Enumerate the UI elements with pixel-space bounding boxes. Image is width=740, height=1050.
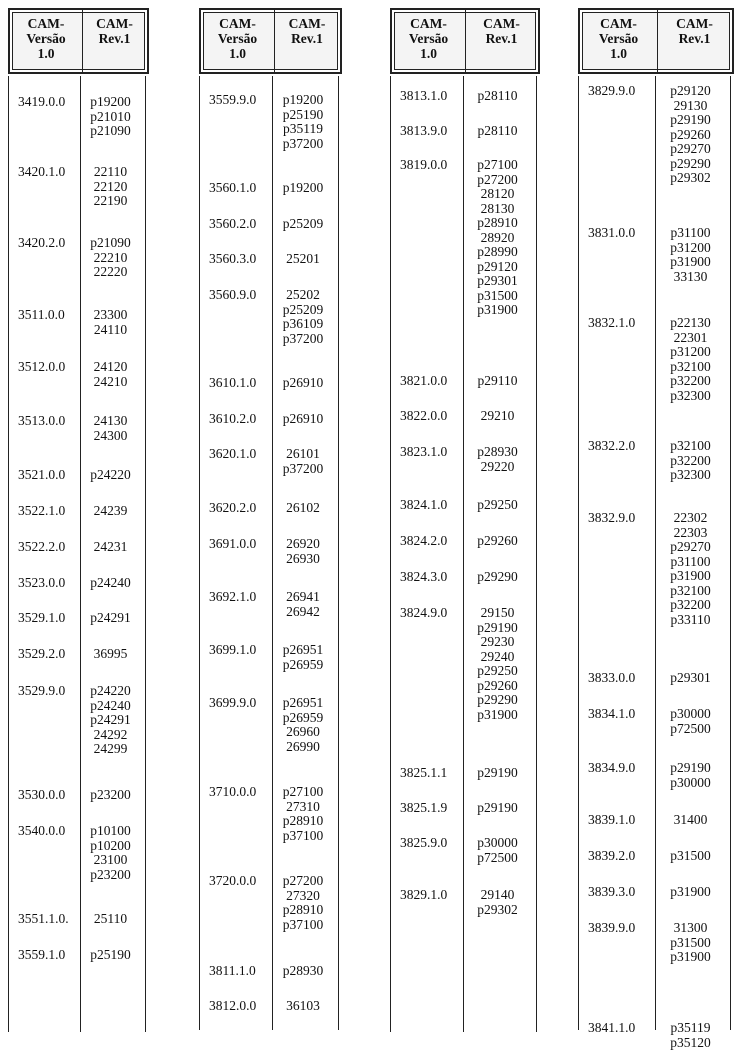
cam-rev1-code: p31500 bbox=[463, 289, 532, 304]
cam-rev1-code: 29150 bbox=[463, 606, 532, 621]
cam-versao-code: 3522.2.0 bbox=[18, 540, 65, 555]
cam-rev1-code: p29120 bbox=[655, 84, 726, 99]
cam-rev1-code: p37100 bbox=[272, 918, 334, 933]
cam-rev1-code: p72500 bbox=[463, 851, 532, 866]
cam-versao-code: 3560.9.0 bbox=[209, 288, 256, 303]
column-rule bbox=[536, 76, 537, 1032]
cam-versao-code: 3540.0.0 bbox=[18, 824, 65, 839]
cam-rev1-code: p24240 bbox=[80, 699, 141, 714]
cam-rev1-code: p29301 bbox=[463, 274, 532, 289]
cam-versao-code: 3511.0.0 bbox=[18, 308, 65, 323]
cam-rev1-code: 28920 bbox=[463, 231, 532, 246]
cam-rev1-code: p37200 bbox=[272, 332, 334, 347]
cam-rev1-code: 29240 bbox=[463, 650, 532, 665]
table-header bbox=[578, 8, 734, 74]
cam-rev1-code: p28990 bbox=[463, 245, 532, 260]
cam-versao-code: 3829.1.0 bbox=[400, 888, 447, 903]
cam-rev1-code: p31900 bbox=[463, 708, 532, 723]
cam-rev1-code: p31900 bbox=[655, 885, 726, 900]
header-cam-versao: CAM- Versão 1.0 bbox=[580, 10, 657, 72]
cam-versao-code: 3839.2.0 bbox=[588, 849, 635, 864]
cam-versao-code: 3832.9.0 bbox=[588, 511, 635, 526]
cam-rev1-code: p22130 bbox=[655, 316, 726, 331]
cam-rev1-code: p29110 bbox=[463, 374, 532, 389]
cam-versao-code: 3560.2.0 bbox=[209, 217, 256, 232]
header-cam-rev1: CAM- Rev.1 bbox=[274, 10, 340, 72]
cam-rev1-code: p33110 bbox=[655, 613, 726, 628]
cam-rev1-code: 24299 bbox=[80, 742, 141, 757]
cam-rev1-code: p21090 bbox=[80, 124, 141, 139]
header-divider bbox=[274, 10, 275, 72]
header-cam-versao: CAM- Versão 1.0 bbox=[392, 10, 465, 72]
cam-rev1-code: p26959 bbox=[272, 658, 334, 673]
cam-versao-code: 3419.0.0 bbox=[18, 95, 65, 110]
cam-versao-code: 3521.0.0 bbox=[18, 468, 65, 483]
cam-rev1-code: p31200 bbox=[655, 345, 726, 360]
cam-versao-code: 3839.1.0 bbox=[588, 813, 635, 828]
cam-rev1-code: 28120 bbox=[463, 187, 532, 202]
cam-rev1-code: 33130 bbox=[655, 270, 726, 285]
cam-rev1-code: 22110 bbox=[80, 165, 141, 180]
cam-rev1-code: p28110 bbox=[463, 89, 532, 104]
cam-rev1-code: 31400 bbox=[655, 813, 726, 828]
cam-rev1-code: 26102 bbox=[272, 501, 334, 516]
cam-versao-code: 3420.2.0 bbox=[18, 236, 65, 251]
cam-rev1-code: p36109 bbox=[272, 317, 334, 332]
column-rule bbox=[390, 76, 391, 1032]
header-cam-versao: CAM- Versão 1.0 bbox=[201, 10, 274, 72]
cam-rev1-code: p35120 bbox=[655, 1036, 726, 1050]
cam-rev1-code: 24130 bbox=[80, 414, 141, 429]
table-header bbox=[8, 8, 149, 74]
cam-rev1-code: p27100 bbox=[272, 785, 334, 800]
cam-versao-code: 3829.9.0 bbox=[588, 84, 635, 99]
cam-rev1-code: p29270 bbox=[655, 142, 726, 157]
cam-rev1-code: 25110 bbox=[80, 912, 141, 927]
cam-versao-code: 3833.0.0 bbox=[588, 671, 635, 686]
cam-rev1-code: p24220 bbox=[80, 468, 141, 483]
cam-versao-code: 3821.0.0 bbox=[400, 374, 447, 389]
column-rule bbox=[730, 76, 731, 1030]
cam-versao-code: 3839.9.0 bbox=[588, 921, 635, 936]
cam-rev1-code: p29120 bbox=[463, 260, 532, 275]
cam-rev1-code: p72500 bbox=[655, 722, 726, 737]
cam-versao-code: 3522.1.0 bbox=[18, 504, 65, 519]
cam-rev1-code: 26101 bbox=[272, 447, 334, 462]
table-column-block bbox=[199, 0, 342, 1041]
cam-rev1-code: p19200 bbox=[272, 93, 334, 108]
cam-rev1-code: p29250 bbox=[463, 498, 532, 513]
cam-versao-code: 3620.2.0 bbox=[209, 501, 256, 516]
cam-versao-code: 3529.2.0 bbox=[18, 647, 65, 662]
cam-rev1-code: 22301 bbox=[655, 331, 726, 346]
cam-rev1-code: p31900 bbox=[655, 569, 726, 584]
cam-versao-code: 3513.0.0 bbox=[18, 414, 65, 429]
cam-rev1-code: p10100 bbox=[80, 824, 141, 839]
cam-versao-code: 3824.2.0 bbox=[400, 534, 447, 549]
cam-rev1-code: p29270 bbox=[655, 540, 726, 555]
cam-rev1-code: 29210 bbox=[463, 409, 532, 424]
cam-rev1-code: 25201 bbox=[272, 252, 334, 267]
cam-rev1-code: p28110 bbox=[463, 124, 532, 139]
cam-versao-code: 3610.2.0 bbox=[209, 412, 256, 427]
cam-versao-code: 3819.0.0 bbox=[400, 158, 447, 173]
cam-rev1-code: 36103 bbox=[272, 999, 334, 1014]
cam-rev1-code: p37200 bbox=[272, 462, 334, 477]
cam-rev1-code: 26960 bbox=[272, 725, 334, 740]
cam-rev1-code: p29302 bbox=[463, 903, 532, 918]
cam-rev1-code: p26959 bbox=[272, 711, 334, 726]
cam-rev1-code: p31100 bbox=[655, 226, 726, 241]
cam-rev1-code: p26951 bbox=[272, 696, 334, 711]
cam-rev1-code: p24291 bbox=[80, 713, 141, 728]
column-rule bbox=[578, 76, 579, 1030]
cam-rev1-code: 27310 bbox=[272, 800, 334, 815]
cam-versao-code: 3825.1.1 bbox=[400, 766, 447, 781]
cam-rev1-code: p29190 bbox=[463, 621, 532, 636]
cam-versao-code: 3699.9.0 bbox=[209, 696, 256, 711]
cam-rev1-code: p29190 bbox=[655, 761, 726, 776]
cam-rev1-code: p29260 bbox=[463, 534, 532, 549]
cam-rev1-code: p24240 bbox=[80, 576, 141, 591]
cam-versao-code: 3813.1.0 bbox=[400, 89, 447, 104]
cam-rev1-code: p27100 bbox=[463, 158, 532, 173]
cam-rev1-code: 24300 bbox=[80, 429, 141, 444]
column-rule bbox=[8, 76, 9, 1032]
table-column-block bbox=[578, 0, 734, 1041]
header-cam-versao: CAM- Versão 1.0 bbox=[10, 10, 82, 72]
cam-rev1-code: p29290 bbox=[463, 693, 532, 708]
cam-rev1-code: p29302 bbox=[655, 171, 726, 186]
cam-rev1-code: p29290 bbox=[463, 570, 532, 585]
cam-rev1-code: 29220 bbox=[463, 460, 532, 475]
cam-versao-code: 3839.3.0 bbox=[588, 885, 635, 900]
cam-rev1-code: 22210 bbox=[80, 251, 141, 266]
cam-rev1-code: p31500 bbox=[655, 936, 726, 951]
cam-rev1-code: p28930 bbox=[463, 445, 532, 460]
cam-rev1-code: p35119 bbox=[655, 1021, 726, 1036]
cam-versao-code: 3710.0.0 bbox=[209, 785, 256, 800]
cam-rev1-code: 25202 bbox=[272, 288, 334, 303]
cam-rev1-code: p31900 bbox=[655, 255, 726, 270]
cam-rev1-code: 22120 bbox=[80, 180, 141, 195]
cam-rev1-code: p10200 bbox=[80, 839, 141, 854]
header-divider bbox=[465, 10, 466, 72]
cam-rev1-code: p30000 bbox=[655, 707, 726, 722]
cam-rev1-code: p28930 bbox=[272, 964, 334, 979]
cam-versao-code: 3824.3.0 bbox=[400, 570, 447, 585]
cam-rev1-code: p26910 bbox=[272, 376, 334, 391]
cam-versao-code: 3559.1.0 bbox=[18, 948, 65, 963]
cam-versao-code: 3824.1.0 bbox=[400, 498, 447, 513]
cam-rev1-code: p29260 bbox=[463, 679, 532, 694]
cam-rev1-code: p32100 bbox=[655, 439, 726, 454]
cam-versao-code: 3691.0.0 bbox=[209, 537, 256, 552]
cam-versao-code: 3692.1.0 bbox=[209, 590, 256, 605]
cam-rev1-code: p24291 bbox=[80, 611, 141, 626]
table-header bbox=[390, 8, 540, 74]
cam-rev1-code: p32100 bbox=[655, 584, 726, 599]
cam-rev1-code: p32200 bbox=[655, 374, 726, 389]
cam-rev1-code: 24110 bbox=[80, 323, 141, 338]
cam-versao-code: 3823.1.0 bbox=[400, 445, 447, 460]
cam-rev1-code: 26990 bbox=[272, 740, 334, 755]
cam-rev1-code: p21090 bbox=[80, 236, 141, 251]
cam-rev1-code: p31900 bbox=[655, 950, 726, 965]
cam-versao-code: 3560.1.0 bbox=[209, 181, 256, 196]
cam-rev1-code: 24210 bbox=[80, 375, 141, 390]
cam-rev1-code: p29250 bbox=[463, 664, 532, 679]
cam-versao-code: 3699.1.0 bbox=[209, 643, 256, 658]
cam-rev1-code: 22302 bbox=[655, 511, 726, 526]
cam-rev1-code: p25190 bbox=[272, 108, 334, 123]
header-cam-rev1: CAM- Rev.1 bbox=[657, 10, 732, 72]
cam-versao-code: 3824.9.0 bbox=[400, 606, 447, 621]
cam-rev1-code: p26951 bbox=[272, 643, 334, 658]
cam-rev1-code: p32300 bbox=[655, 389, 726, 404]
cam-rev1-code: p28910 bbox=[463, 216, 532, 231]
cam-rev1-code: p30000 bbox=[655, 776, 726, 791]
cam-rev1-code: p25209 bbox=[272, 303, 334, 318]
cam-rev1-code: p31200 bbox=[655, 241, 726, 256]
cam-versao-code: 3834.9.0 bbox=[588, 761, 635, 776]
cam-versao-code: 3834.1.0 bbox=[588, 707, 635, 722]
column-rule bbox=[145, 76, 146, 1032]
cam-versao-code: 3523.0.0 bbox=[18, 576, 65, 591]
cam-rev1-code: 27320 bbox=[272, 889, 334, 904]
cam-rev1-code: 24239 bbox=[80, 504, 141, 519]
cam-rev1-code: 29130 bbox=[655, 99, 726, 114]
cam-rev1-code: p25209 bbox=[272, 217, 334, 232]
cam-rev1-code: p23200 bbox=[80, 788, 141, 803]
cam-versao-code: 3551.1.0. bbox=[18, 912, 69, 927]
cam-versao-code: 3832.1.0 bbox=[588, 316, 635, 331]
cam-rev1-code: p35119 bbox=[272, 122, 334, 137]
cam-rev1-code: p25190 bbox=[80, 948, 141, 963]
column-rule bbox=[338, 76, 339, 1030]
cam-versao-code: 3620.1.0 bbox=[209, 447, 256, 462]
cam-rev1-code: 29230 bbox=[463, 635, 532, 650]
cam-versao-code: 3529.9.0 bbox=[18, 684, 65, 699]
cam-versao-code: 3720.0.0 bbox=[209, 874, 256, 889]
table-column-block bbox=[390, 0, 540, 1041]
cam-rev1-code: p29190 bbox=[463, 801, 532, 816]
cam-versao-code: 3559.9.0 bbox=[209, 93, 256, 108]
cam-rev1-code: p31900 bbox=[463, 303, 532, 318]
header-divider bbox=[82, 10, 83, 72]
cam-rev1-code: p32200 bbox=[655, 454, 726, 469]
cam-rev1-code: 22220 bbox=[80, 265, 141, 280]
cam-rev1-code: p32100 bbox=[655, 360, 726, 375]
cam-rev1-code: p29290 bbox=[655, 157, 726, 172]
cam-rev1-code: p29190 bbox=[463, 766, 532, 781]
cam-rev1-code: 23100 bbox=[80, 853, 141, 868]
cam-versao-code: 3530.0.0 bbox=[18, 788, 65, 803]
cam-versao-code: 3832.2.0 bbox=[588, 439, 635, 454]
cam-rev1-code: p27200 bbox=[272, 874, 334, 889]
cam-versao-code: 3822.0.0 bbox=[400, 409, 447, 424]
cam-rev1-code: p30000 bbox=[463, 836, 532, 851]
header-divider bbox=[657, 10, 658, 72]
cam-rev1-code: p19200 bbox=[272, 181, 334, 196]
cam-rev1-code: 26930 bbox=[272, 552, 334, 567]
cam-versao-code: 3610.1.0 bbox=[209, 376, 256, 391]
cam-versao-code: 3831.0.0 bbox=[588, 226, 635, 241]
cam-rev1-code: p32200 bbox=[655, 598, 726, 613]
cam-rev1-code: 31300 bbox=[655, 921, 726, 936]
cam-rev1-code: 24120 bbox=[80, 360, 141, 375]
cam-rev1-code: p31500 bbox=[655, 849, 726, 864]
cam-rev1-code: p24220 bbox=[80, 684, 141, 699]
cam-rev1-code: p26910 bbox=[272, 412, 334, 427]
cam-rev1-code: p27200 bbox=[463, 173, 532, 188]
cam-versao-code: 3529.1.0 bbox=[18, 611, 65, 626]
cam-rev1-code: 29140 bbox=[463, 888, 532, 903]
cam-versao-code: 3841.1.0 bbox=[588, 1021, 635, 1036]
cam-rev1-code: p28910 bbox=[272, 903, 334, 918]
header-cam-rev1: CAM- Rev.1 bbox=[465, 10, 538, 72]
cam-versao-code: 3813.9.0 bbox=[400, 124, 447, 139]
cam-versao-code: 3812.0.0 bbox=[209, 999, 256, 1014]
table-header bbox=[199, 8, 342, 74]
column-rule bbox=[199, 76, 200, 1030]
cam-rev1-code: p19200 bbox=[80, 95, 141, 110]
cam-rev1-code: 26942 bbox=[272, 605, 334, 620]
cam-rev1-code: p29260 bbox=[655, 128, 726, 143]
cam-versao-code: 3560.3.0 bbox=[209, 252, 256, 267]
cam-rev1-code: p37200 bbox=[272, 137, 334, 152]
cam-versao-code: 3512.0.0 bbox=[18, 360, 65, 375]
cam-versao-code: 3825.1.9 bbox=[400, 801, 447, 816]
cam-rev1-code: 22303 bbox=[655, 526, 726, 541]
cam-rev1-code: 23300 bbox=[80, 308, 141, 323]
cam-versao-code: 3825.9.0 bbox=[400, 836, 447, 851]
cam-rev1-code: p31100 bbox=[655, 555, 726, 570]
cam-rev1-code: 36995 bbox=[80, 647, 141, 662]
cam-rev1-code: p29301 bbox=[655, 671, 726, 686]
cam-rev1-code: 24231 bbox=[80, 540, 141, 555]
cam-rev1-code: p28910 bbox=[272, 814, 334, 829]
cam-rev1-code: p37100 bbox=[272, 829, 334, 844]
cam-rev1-code: 22190 bbox=[80, 194, 141, 209]
cam-rev1-code: 26941 bbox=[272, 590, 334, 605]
cam-rev1-code: 24292 bbox=[80, 728, 141, 743]
table-column-block bbox=[8, 0, 149, 1041]
cam-rev1-code: p29190 bbox=[655, 113, 726, 128]
cam-rev1-code: p23200 bbox=[80, 868, 141, 883]
cam-rev1-code: p21010 bbox=[80, 110, 141, 125]
cam-versao-code: 3420.1.0 bbox=[18, 165, 65, 180]
cam-rev1-code: p32300 bbox=[655, 468, 726, 483]
cam-rev1-code: 26920 bbox=[272, 537, 334, 552]
cam-versao-code: 3811.1.0 bbox=[209, 964, 256, 979]
cam-rev1-code: 28130 bbox=[463, 202, 532, 217]
header-cam-rev1: CAM- Rev.1 bbox=[82, 10, 147, 72]
